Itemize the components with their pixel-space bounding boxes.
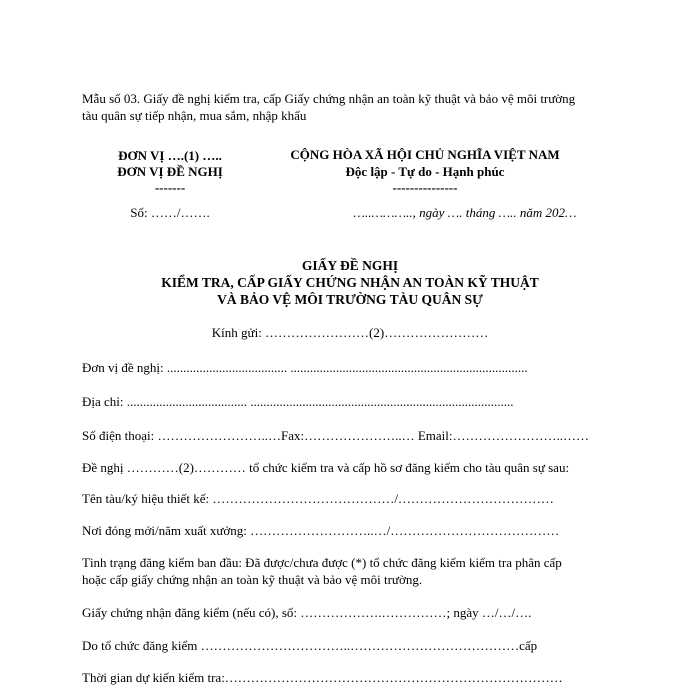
field-inspection-time: Thời gian dự kiến kiểm tra:…………………………………………………………………… xyxy=(82,670,563,685)
field-contact: Số điện thoại: ……………………..…Fax:…………………..… Email:……………………..…… xyxy=(82,428,589,443)
template-note-line-2: tàu quân sự tiếp nhận, mua sắm, nhập khẩu xyxy=(82,108,307,123)
requesting-unit-label: ĐƠN VỊ ĐỀ NGHỊ xyxy=(117,164,223,179)
place-and-date: …..……….., ngày …. tháng ….. năm 202… xyxy=(353,205,577,220)
field-ship-name: Tên tàu/ký hiệu thiết kế: ……………………………………/……………………………… xyxy=(82,491,554,506)
form-title-line-3: VÀ BẢO VỆ MÔI TRƯỜNG TÀU QUÂN SỰ xyxy=(217,292,483,307)
left-divider: ------- xyxy=(154,180,186,195)
field-certificate: Giấy chứng nhận đăng kiểm (nếu có), số: ……………….……………; ngày …/…/…. xyxy=(82,605,532,620)
field-issuer: Do tổ chức đăng kiểm ……………………………..…………………………………cấp xyxy=(82,638,538,653)
document-number: Số: ……/……. xyxy=(130,205,210,220)
field-registration-status: Tình trạng đăng kiểm ban đầu: Đã được/chưa được (*) tổ chức đăng kiểm kiểm tra phân cấp xyxy=(82,555,562,570)
field-requesting-unit: Đơn vị đề nghị: ..................................... ......................................................................... xyxy=(82,360,528,375)
nation-name: CỘNG HÒA XÃ HỘI CHỦ NGHĨA VIỆT NAM xyxy=(290,147,560,162)
field-request: Đề nghị …………(2)………… tổ chức kiểm tra và cấp hồ sơ đăng kiểm cho tàu quân sự sau: xyxy=(82,460,570,475)
unit-name: ĐƠN VỊ ….(1) ….. xyxy=(118,148,222,163)
template-note-line-1: Mẫu số 03. Giấy đề nghị kiểm tra, cấp Giấy chứng nhận an toàn kỹ thuật và bảo vệ môi trường xyxy=(82,91,576,106)
form-title-line-1: GIẤY ĐỀ NGHỊ xyxy=(301,258,399,273)
right-divider: --------------- xyxy=(392,180,458,195)
recipient-line: Kính gửi: ……………………(2)…………………… xyxy=(211,325,489,340)
form-title-line-2: KIỂM TRA, CẤP GIẤY CHỨNG NHẬN AN TOÀN KỸ THUẬT xyxy=(161,275,539,290)
national-motto: Độc lập - Tự do - Hạnh phúc xyxy=(345,164,505,179)
field-registration-status-cont: hoặc cấp giấy chứng nhận an toàn kỹ thuật và bảo vệ môi trường. xyxy=(82,572,423,587)
field-address: Địa chỉ: ..................................... ................................................................................. xyxy=(82,394,514,409)
field-build-place: Nơi đóng mới/năm xuất xưởng: ………………………..…/………………………………… xyxy=(82,523,560,538)
